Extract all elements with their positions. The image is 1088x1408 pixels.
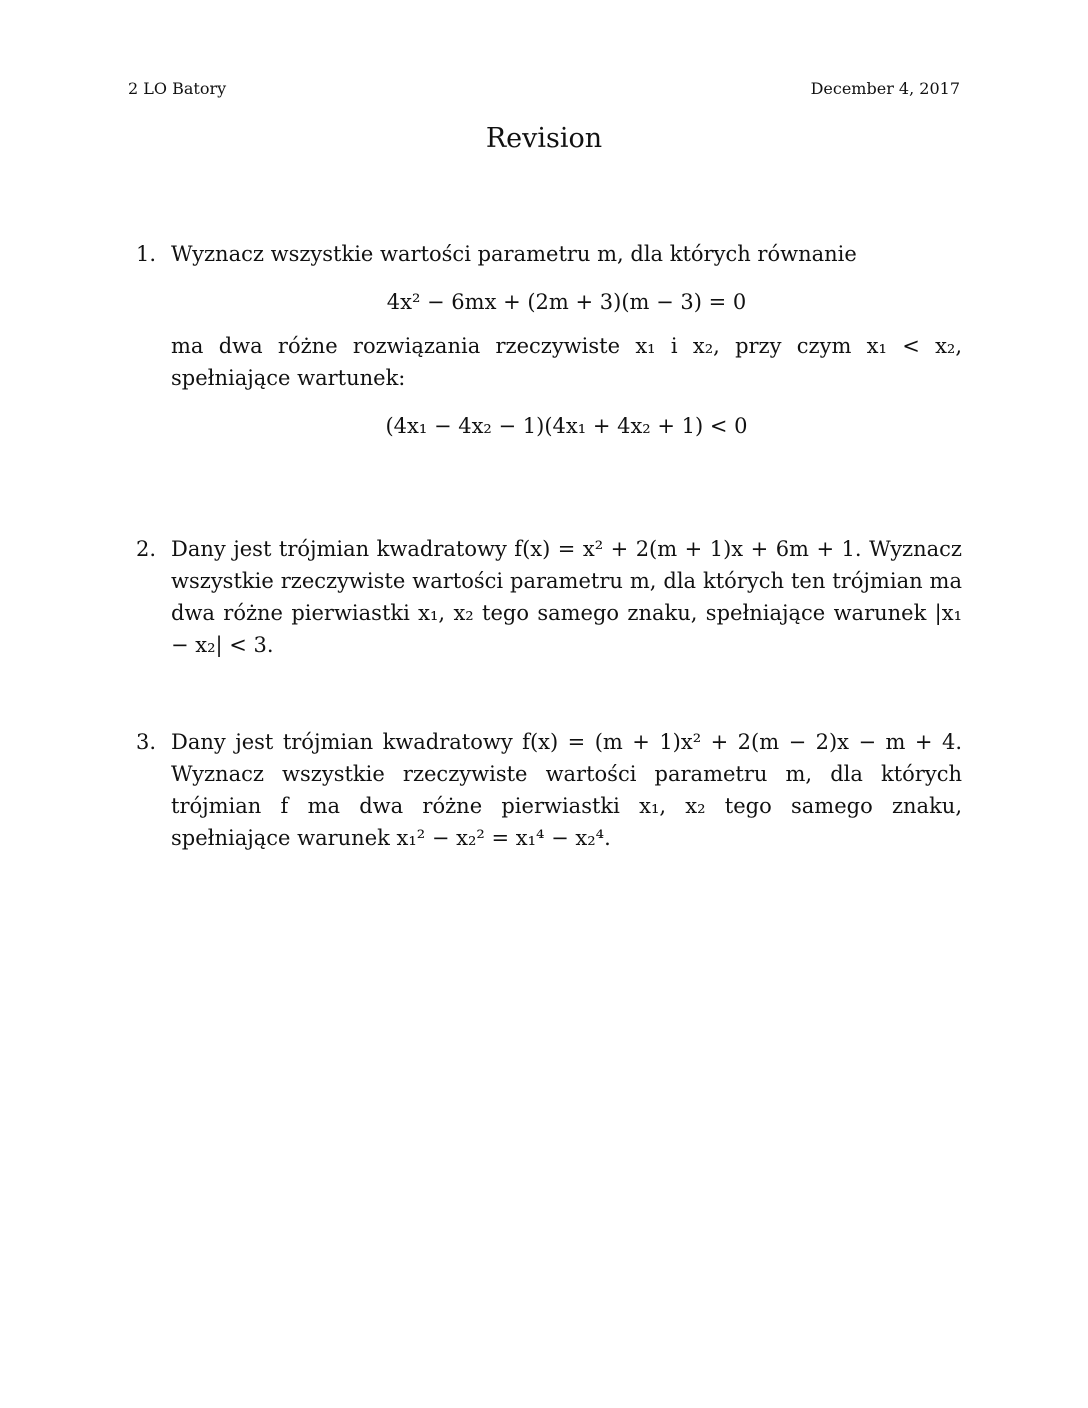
problem-3 <box>136 726 962 854</box>
problem-number: 1. <box>136 242 157 266</box>
inequality-display: (4x₁ − 4x₂ − 1)(4x₁ + 4x₂ + 1) < 0 <box>385 414 748 438</box>
problem-2 <box>136 533 962 661</box>
problem-body <box>171 726 962 854</box>
problem-text: Dany jest trójmian kwadratowy f(x) = x² + 2(m + 1)x + 6m + 1. Wyznacz wszystkie rzeczywiste wartości parametru m, dla których ten trójmian ma dwa różne pierwiastki x₁, x₂ tego samego znaku, spełniające warunek |x₁ − x₂| < 3. <box>171 537 962 657</box>
problem-body <box>171 533 962 661</box>
problem-number: 3. <box>136 730 157 754</box>
problem-text: Dany jest trójmian kwadratowy f(x) = (m + 1)x² + 2(m − 2)x − m + 4. Wyznacz wszystkie rzeczywiste wartości parametru m, dla których trójmian f ma dwa różne pierwiastki x₁, x₂ tego samego znaku, spełniające warunek x₁² − x₂² = x₁⁴ − x₂⁴. <box>171 730 962 850</box>
header-school: 2 LO Batory <box>128 79 227 98</box>
problem-intro: Wyznacz wszystkie wartości parametru m, dla których równanie <box>171 242 857 266</box>
problem-number: 2. <box>136 537 157 561</box>
page-title: Revision <box>485 123 603 154</box>
header-date: December 4, 2017 <box>810 79 960 98</box>
problem-condition-text: ma dwa różne rozwiązania rzeczywiste x₁ i x₂, przy czym x₁ < x₂, spełniające wartunek: <box>171 334 962 390</box>
equation-display: 4x² − 6mx + (2m + 3)(m − 3) = 0 <box>386 290 747 314</box>
problem-1 <box>136 238 962 454</box>
problem-body <box>171 238 962 442</box>
